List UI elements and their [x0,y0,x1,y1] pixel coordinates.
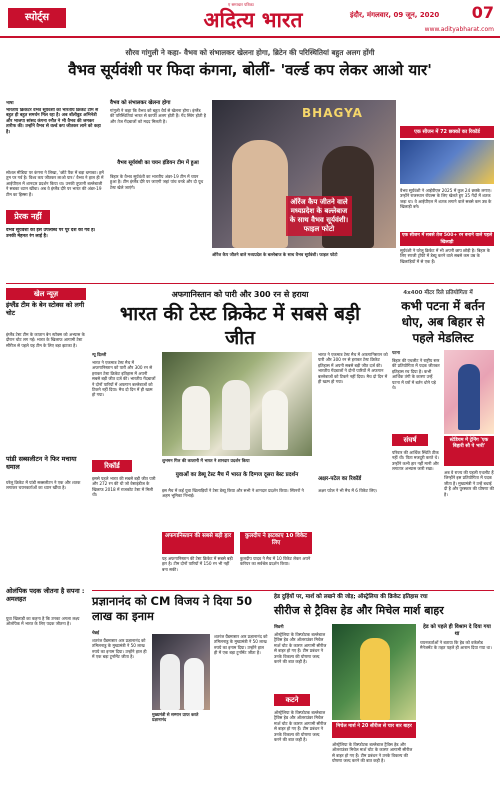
bottom-left-headline: प्रज्ञानानंद को CM विजय ने दिया 50 लाख का इनाम [92,594,253,623]
bottom-right-story [274,594,494,784]
top-story-body: सोशल मीडिया पर कंगना ने लिखा, 'छोटे पैक में बड़ा धमाका। हमें तुम पर गर्व है। विश्व कप जीतकर लाओ यार।' वैभव ने हाल ही में आईपीएल में शानदार प्रदर्शन किया था। उनकी तूफानी बल्लेबाजी ने सबका ध्यान खींचा। अब वे इंग्लैंड दौरे पर भारत की अंडर-19 टीम का हिस्सा हैं। [6,170,104,197]
right-sidebar-photo [400,140,494,184]
photo-player [182,386,210,450]
right-sidebar-headline: एक सीजन में 72 छक्कों का रिकॉर्ड [400,126,494,138]
box3-text: अक्षर पटेल ने भी मैच में 6 विकेट लिए। [318,488,378,493]
bottom-right-extra-text: चयनकर्ताओं ने बताया कि हेड को वर्कलोड मैनेजमेंट के तहत पहले ही आराम दिया गया था। [420,640,492,651]
news-item-title: पांडी सब्सलीटन ने फिर मचाया धमाल [6,455,77,471]
photo-player [262,390,288,450]
news-item-text: इंग्लैंड टेस्ट टीम के कप्तान बेन स्टोक्स को अभ्यास के दौरान चोट लग गई। भारत के खिलाफ आगामी टेस्ट सीरीज से पहले यह टीम के लिए बड़ा झटका है। [6,332,85,348]
news-item-title: ओलंपिक पदक जीतना है सपना : अमलहत [6,587,85,603]
right-story-photo [444,350,494,434]
bottom-left-story [92,594,268,784]
section-label: स्पोर्ट्स [8,8,66,28]
box1-title: अफगानिस्तान की सबसे बड़ी हार [162,532,234,554]
right-sidebar-text: वैभव सूर्यवंशी ने आईपीएल 2025 में कुल 24 छक्के लगाए। उन्होंने राजस्थान रॉयल्स के लिए खेलते हुए 35 गेंदों में शतक जड़ा था। वे आईपीएल में शतक लगाने वाले सबसे कम उम्र के खिलाड़ी बने। [400,188,492,210]
photo-person [160,654,180,710]
test-story-caption: शुभमन गिल की कप्तानी में भारत ने शानदार प्रदर्शन किया [162,458,250,463]
top-story-agency: भाषा [6,100,14,105]
website: www.adityabharat.com [424,26,494,33]
struggle-text: परिवार की आर्थिक स्थिति ठीक नहीं थी। पिता मजदूरी करते थे। उन्होंने कभी हार नहीं मानी और लगातार अभ्यास जारी रखा। [392,450,439,472]
box2-title: कुलदीप ने झटकाए 10 विकेट लिए [240,532,312,554]
quote-title: प्रेरक नहीं [6,210,50,224]
news-item-title: इंग्लैंड टीम के बेन स्टोक्स को लगी चोट [6,301,85,317]
bottom-left-body-col2: शतरंज ग्रैंडमास्टर आर प्रज्ञानानंद को तमिलनाडु के मुख्यमंत्री ने 50 लाख रुपये का इनाम दिया। उन्होंने हाल ही में एक बड़ा टूर्नामेंट जीता है। [214,634,268,656]
photo-player [222,380,250,450]
photo-player [360,638,390,720]
photo-person [232,140,288,248]
top-story-caption: ऑरेंज कैप जीतने वाले मध्यप्रदेश के बल्लेबाज के साथ वैभव सूर्यवंशी। फाइल फोटो [212,252,338,257]
test-story-agency: न्यू दिल्ली [92,352,107,357]
photo-athlete [458,364,480,430]
masthead [0,0,500,46]
logo [178,2,328,36]
quote-text: वैभव सूर्यवंशी की इस उपलब्धि पर पूरे देश को गर्व है। उनकी मेहनत रंग लाई है। [6,228,96,239]
olympic-item [6,588,86,778]
test-story-col3: भारत ने एकमात्र टेस्ट मैच में अफगानिस्तान को पारी और 300 रन से हराकर टेस्ट क्रिकेट इतिहास में अपनी सबसे बड़ी जीत दर्ज की। भारतीय गेंदबाजों ने दोनों पारियों में अफगान बल्लेबाजों को टिकने नहीं दिया। मैच दो दिन में ही खत्म हो गया। [318,352,388,385]
test-story-headline: भारत की टेस्ट क्रिकेट में सबसे बड़ी जीत [119,303,361,349]
sidebar-item-text: गांगुली ने कहा कि वैभव को बहुत धैर्य से खेलना होगा। इंग्लैंड की परिस्थितियां भारत से काफी अलग होती हैं। गेंद स्विंग होती है और तेज गेंदबाजों को मदद मिलती है। [110,108,206,124]
debut-title: युवाओं का डेब्यू टेस्ट मैच में भारत के दिग्गज दूसरा बेस्ट प्रदर्शन [175,472,299,478]
struggle-label: संघर्ष [392,434,428,446]
top-story-headline: वैभव सूर्यवंशी पर फिदा कंगना, बोलीं- 'वर्ल्ड कप लेकर आओ यार' [68,61,432,79]
top-story-kicker: सौरव गांगुली ने कहा- वैभव को संभालकर खेलना होगा, ब्रिटेन की परिस्थितियां बहुत अलग होंगी [125,48,375,57]
dateline: इंदौर, मंगलवार, 09 जून, 2020 [350,11,440,19]
sidebar-item-title: वैभव सूर्यवंशी का चयन इंडियन टीम में हुआ [117,160,199,166]
photo-caption-overlay: ऑरेंज कैप जीतने वाले मध्यप्रदेश के बल्लेबाज के साथ वैभव सूर्यवंशी। फाइल फोटो [286,196,352,236]
logo-tagline: ए समाचार पत्रिका [228,2,254,7]
photo-person [184,658,204,710]
right-story-headline: कभी पटना में बर्तन धोए, अब बिहार से पहले मेडलिस्ट [401,299,485,345]
sports-news-label: खेल न्यूज़ [6,288,86,300]
test-story-photo [162,352,312,456]
bottom-right-body-3: ऑस्ट्रेलिया के विस्फोटक बल्लेबाज ट्रैविस हेड और ऑलराउंडर मिचेल मार्श चोट के कारण आगामी सीरीज से बाहर हो गए हैं। टीम प्रबंधन ने उनके विकल्प की घोषणा जल्द करने की बात कही है। [332,742,413,764]
debut-text: इस मैच में कई युवा खिलाड़ियों ने टेस्ट डेब्यू किया और सभी ने शानदार प्रदर्शन किया। स्पिनरों ने अहम भूमिका निभाई। [162,488,304,499]
record-text: इससे पहले भारत की सबसे बड़ी जीत पारी और 272 रन की थी जो वेस्टइंडीज के खिलाफ 2018 में राजकोट टेस्ट में मिली थी। [92,476,156,498]
test-story [92,288,388,588]
bottom-left-agency: चेन्नई [92,630,100,635]
news-item-text: युवा खिलाड़ी का कहना है कि उनका अगला लक्ष्य ओलंपिक में भारत के लिए पदक जीतना है। [6,616,80,627]
bottom-right-body: ऑस्ट्रेलिया के विस्फोटक बल्लेबाज ट्रैविस हेड और ऑलराउंडर मिचेल मार्श चोट के कारण आगामी सीरीज से बाहर हो गए हैं। टीम प्रबंधन ने उनके विकल्प की घोषणा जल्द करने की बात कही है। [274,632,327,665]
right-story-body2: अब वे राज्य की पहली एथलीट हैं जिन्होंने इस प्रतियोगिता में पदक जीता है। मुख्यमंत्री ने उन्हें बधाई दी है और पुरस्कार की घोषणा की है। [444,470,494,497]
bottom-right-caption: मिचेल मार्श ने 20 सीरीज से चार बार बाहर [332,722,416,738]
photo-label: BHAGYA [302,106,363,120]
right-sidebar-box-title: एक सीजन में सबसे तेज 500+ रन बनाने वाले पहले खिलाड़ी [401,233,493,245]
test-story-kicker: अफगानिस्तान को पारी और 300 रन से हराया [171,290,309,299]
sidebar-item-title: वैभव को संभालकर खेलना होगा [110,100,171,106]
bottom-left-photo [152,634,210,710]
sports-news-column [6,288,86,588]
right-story-body-block [392,350,494,588]
bottom-divider [92,590,494,591]
bottom-left-body: शतरंज ग्रैंडमास्टर आर प्रज्ञानानंद को तमिलनाडु के मुख्यमंत्री ने 50 लाख रुपये का इनाम दिया। उन्होंने हाल ही में एक बड़ा टूर्नामेंट जीता है। [92,638,147,660]
right-story-agency: पटना [392,350,400,355]
right-sidebar-box-text: सूर्यवंशी ने घरेलू क्रिकेट में भी अपनी छाप छोड़ी है। बिहार के लिए रणजी ट्रॉफी में डेब्यू करने वाले सबसे कम उम्र के खिलाड़ियों में से एक हैं। [400,248,490,264]
right-story-kicker: 4x400 मीटर रिले प्रतियोगिता में [403,290,473,296]
bottom-left-caption: मुख्यमंत्री से सम्मान प्राप्त करते प्रज्ञानानंद [152,712,199,723]
box1-text: यह अफगानिस्तान की टेस्ट क्रिकेट में सबसे बड़ी हार है। टीम दोनों पारियों में 150 रन भी नहीं बना सकी। [162,556,233,572]
bottom-right-headline: सीरीज से ट्रैविस हेड और मिचेल मार्श बाहर [274,604,444,617]
section-divider [6,283,494,284]
bottom-right-agency: सिडनी [274,624,284,629]
page-number: 07 [471,3,494,22]
bottom-right-extra-title: हेड को पहले ही विश्राम दे दिया गया था [423,624,491,637]
box2-text: कुलदीप यादव ने मैच में 10 विकेट लेकर अपने करियर का सर्वश्रेष्ठ प्रदर्शन किया। [240,556,311,567]
top-story-photo [212,100,396,248]
top-story-lead: भारतीय क्रिकेटर वैभव सूर्यवंशी को भारतीय क्रिकेट टीम से बहुत ही बहुत समर्थन मिल रहा है। अब बॉलीवुड अभिनेत्री और भाजपा सांसद कंगना रनौत ने भी वैभव की जमकर तारीफ की। उन्होंने वैभव से वर्ल्ड कप जीतकर लाने को कहा है। [6,108,101,135]
bottom-right-body-2: ऑस्ट्रेलिया के विस्फोटक बल्लेबाज ट्रैविस हेड और ऑलराउंडर मिचेल मार्श चोट के कारण आगामी सीरीज से बाहर हो गए हैं। टीम प्रबंधन ने उनके विकल्प की घोषणा जल्द करने की बात कही है। [274,710,327,743]
bottom-right-kicker: हेड दुहिंयों पर, मार्श को लखने की जोड़; ऑस्ट्रेलिया की क्रिकेट इतिहास रचा [274,594,428,600]
bottom-right-photo [332,624,416,720]
right-story-caption: स्टेडियम में ट्रेनिंग 'एक बिहारी सौ पे भारी' [444,436,494,466]
news-item-text: घरेलू क्रिकेट में पांडी सब्सलीटन ने एक और शतक लगाकर चयनकर्ताओं का ध्यान खींचा है। [6,480,81,491]
record-label: रिकॉर्ड [92,460,132,472]
test-story-body: भारत ने एकमात्र टेस्ट मैच में अफगानिस्तान को पारी और 300 रन से हराकर टेस्ट क्रिकेट इतिहास में अपनी सबसे बड़ी जीत दर्ज की। भारतीय गेंदबाजों ने दोनों पारियों में अफगान बल्लेबाजों को टिकने नहीं दिया। मैच दो दिन में ही खत्म हो गया। [92,360,156,398]
right-story-body: बिहार की एथलीट ने राष्ट्रीय स्तर की प्रतियोगिता में पदक जीतकर इतिहास रच दिया है। कभी आर्थिक तंगी के कारण उन्हें पटना में घरों में बर्तन धोने पड़े थे। [392,358,440,391]
bottom-right-side-label: कटने [274,694,310,706]
sidebar-item-text: बिहार के वैभव सूर्यवंशी का भारतीय अंडर-19 टीम में चयन हुआ है। टीम इंग्लैंड दौरे पर जाएगी जहां पांच वनडे और दो यूथ टेस्ट खेले जाएंगे। [110,174,204,190]
logo-text: अदित्य भारत [203,7,303,32]
masthead-rule [0,36,500,38]
box3-title: अक्षर-पटेल का रिकॉर्ड [318,476,362,482]
